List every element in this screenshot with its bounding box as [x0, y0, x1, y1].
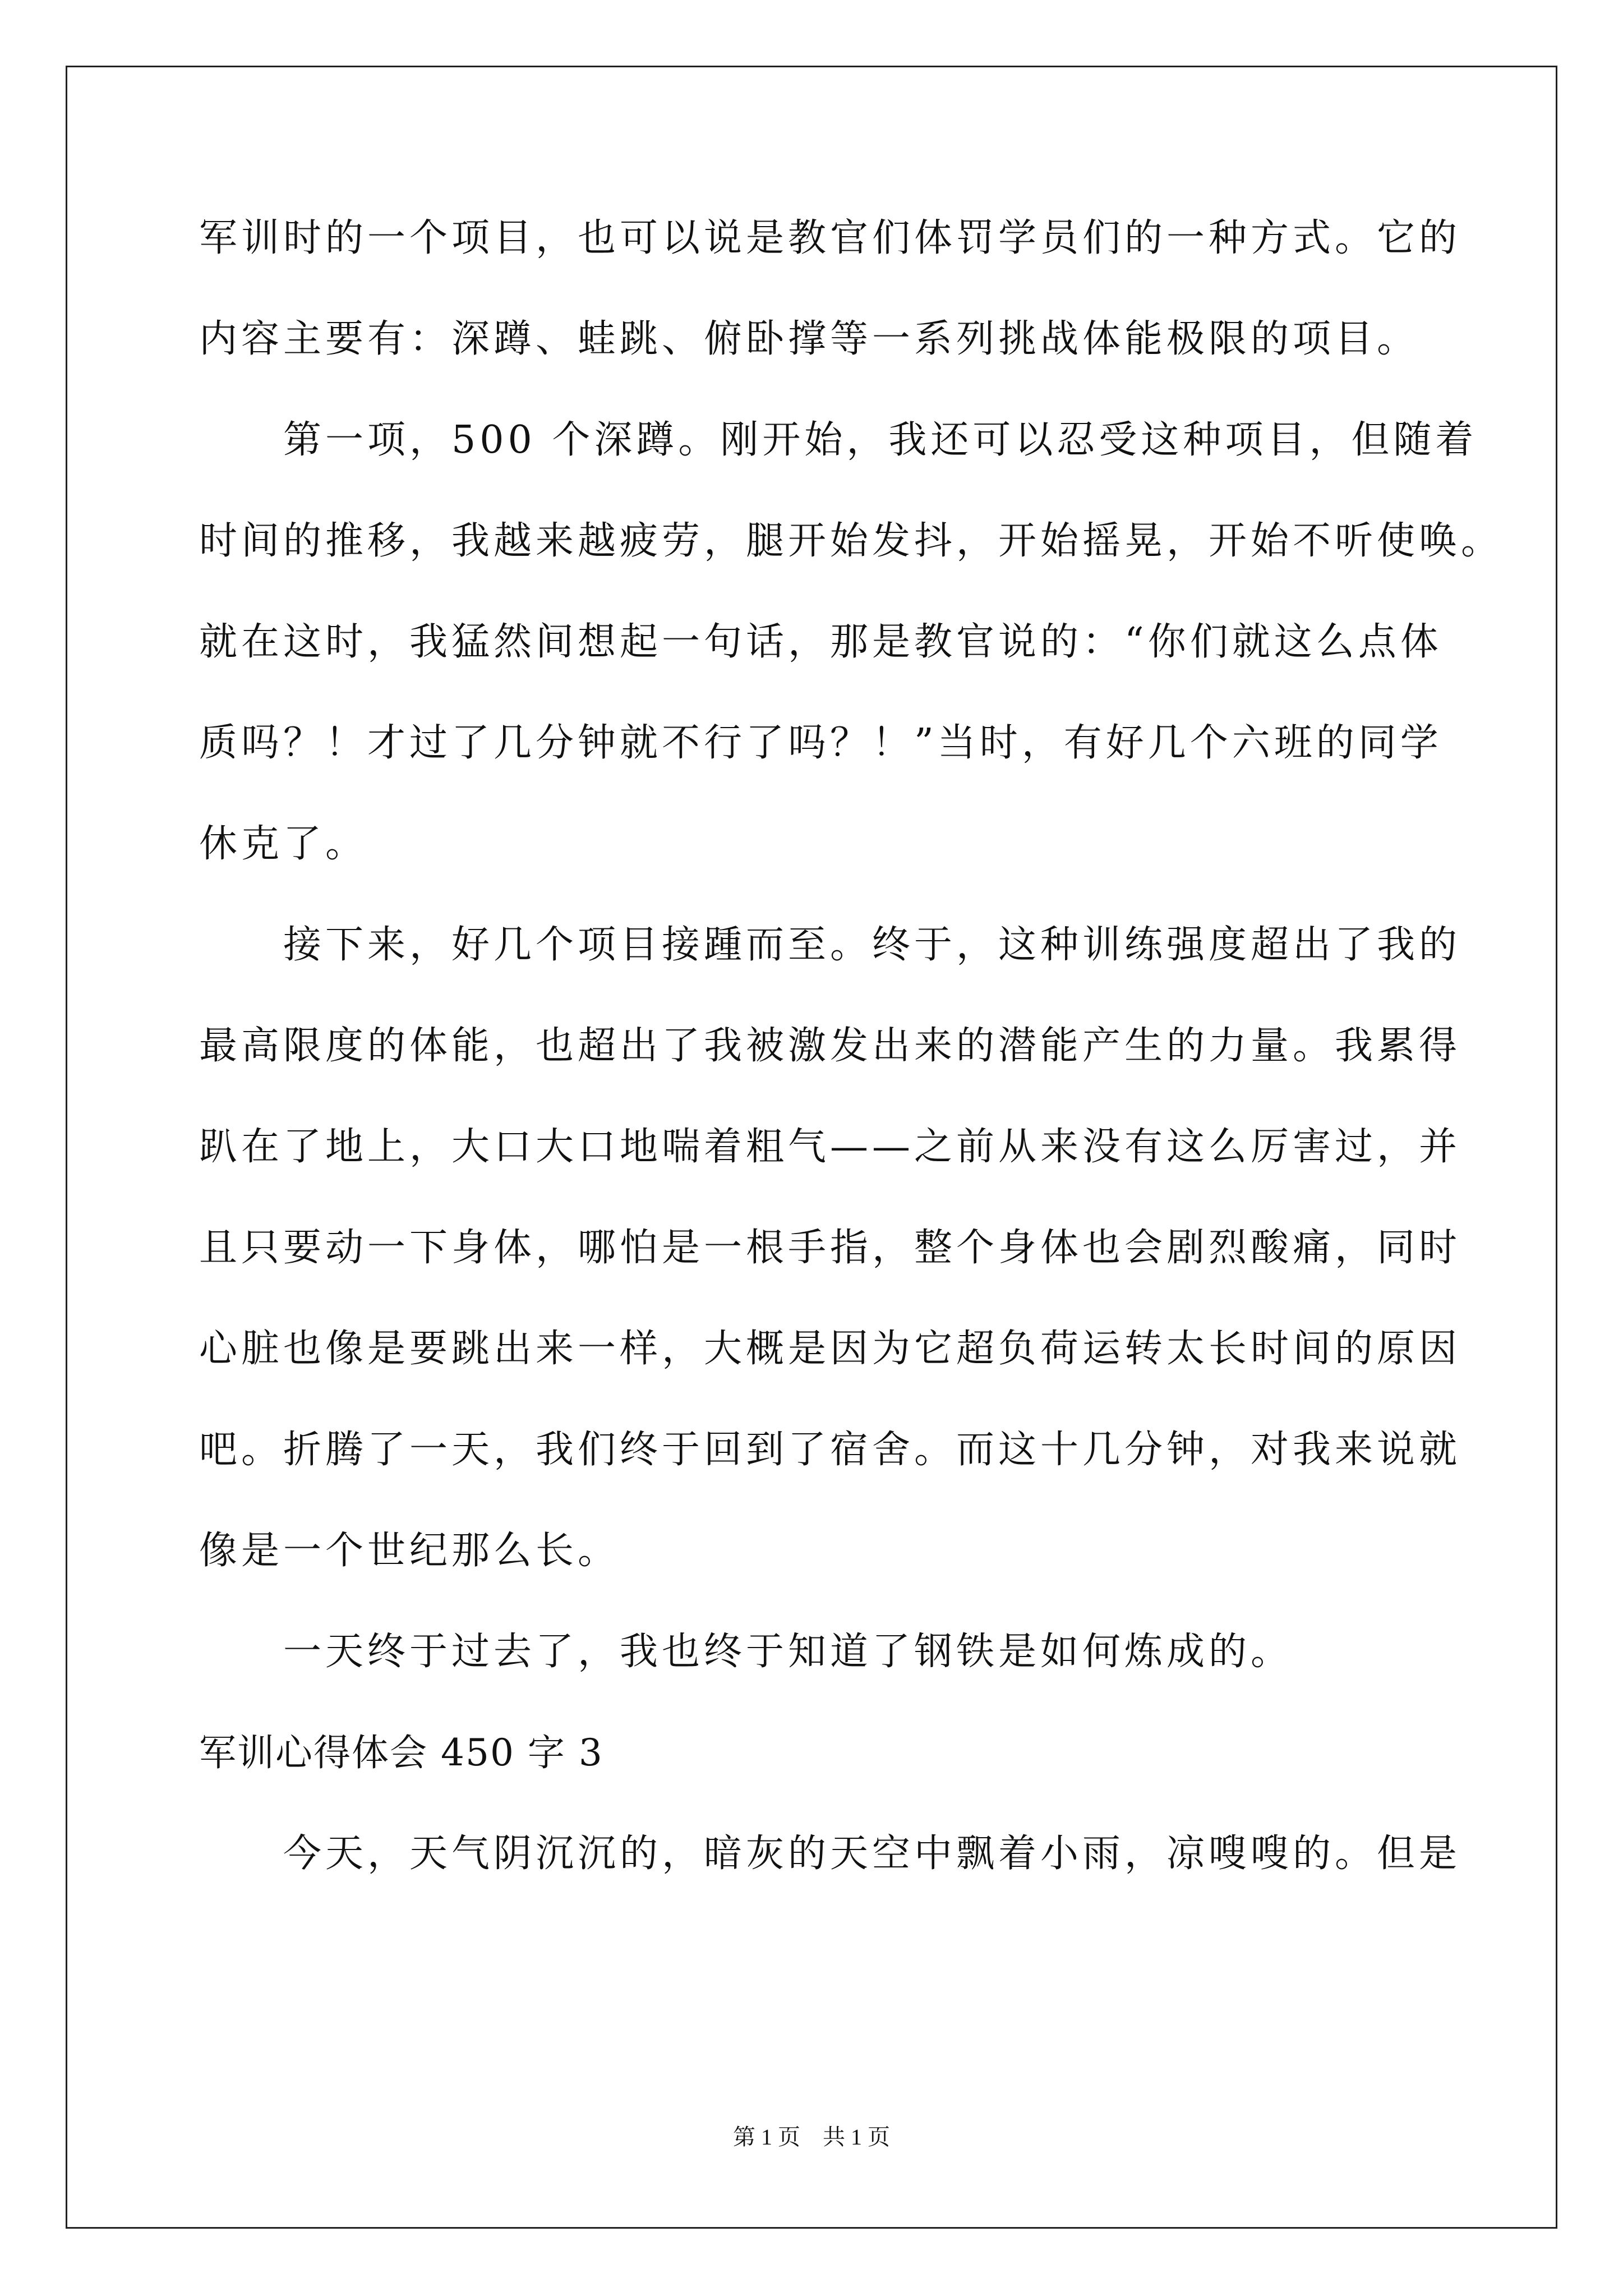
paragraph-line: 一天终于过去了，我也终于知道了钢铁是如何炼成的。 [283, 1630, 1293, 1674]
paragraph-line: 军训时的一个项目，也可以说是教官们体罚学员们的一种方式。它的 [199, 216, 1461, 260]
paragraph-line: 且只要动一下身体，哪怕是一根手指，整个身体也会剧烈酸痛，同时 [199, 1226, 1461, 1270]
paragraph-line: 时间的推移，我越来越疲劳，腿开始发抖，开始摇晃，开始不听使唤。 [199, 519, 1504, 563]
paragraph-line: 吧。折腾了一天，我们终于回到了宿舍。而这十几分钟，对我来说就 [199, 1428, 1461, 1472]
paragraph-line: 心脏也像是要跳出来一样，大概是因为它超负荷运转太长时间的原因 [199, 1327, 1461, 1371]
paragraph-line: 像是一个世纪那么长。 [199, 1529, 620, 1573]
page-footer: 第 1 页 共 1 页 [733, 2124, 890, 2150]
paragraph-line: 趴在了地上，大口大口地喘着粗气——之前从来没有这么厉害过，并 [199, 1125, 1461, 1169]
section-heading: 军训心得体会 450 字 3 [199, 1731, 603, 1774]
paragraph-line: 第一项，500 个深蹲。刚开始，我还可以忍受这种项目，但随着 [283, 418, 1478, 462]
paragraph-line: 最高限度的体能，也超出了我被激发出来的潜能产生的力量。我累得 [199, 1024, 1461, 1068]
paragraph-line: 接下来，好几个项目接踵而至。终于，这种训练强度超出了我的 [283, 923, 1461, 967]
paragraph-line: 内容主要有：深蹲、蛙跳、俯卧撑等一系列挑战体能极限的项目。 [199, 317, 1419, 361]
paragraph-line: 今天，天气阴沉沉的，暗灰的天空中飘着小雨，凉嗖嗖的。但是 [283, 1832, 1461, 1876]
paragraph-line: 就在这时，我猛然间想起一句话，那是教官说的：“你们就这么点体 [199, 620, 1442, 664]
paragraph-line: 质吗？！才过了几分钟就不行了吗？！”当时，有好几个六班的同学 [199, 721, 1442, 765]
paragraph-line: 休克了。 [199, 822, 368, 866]
